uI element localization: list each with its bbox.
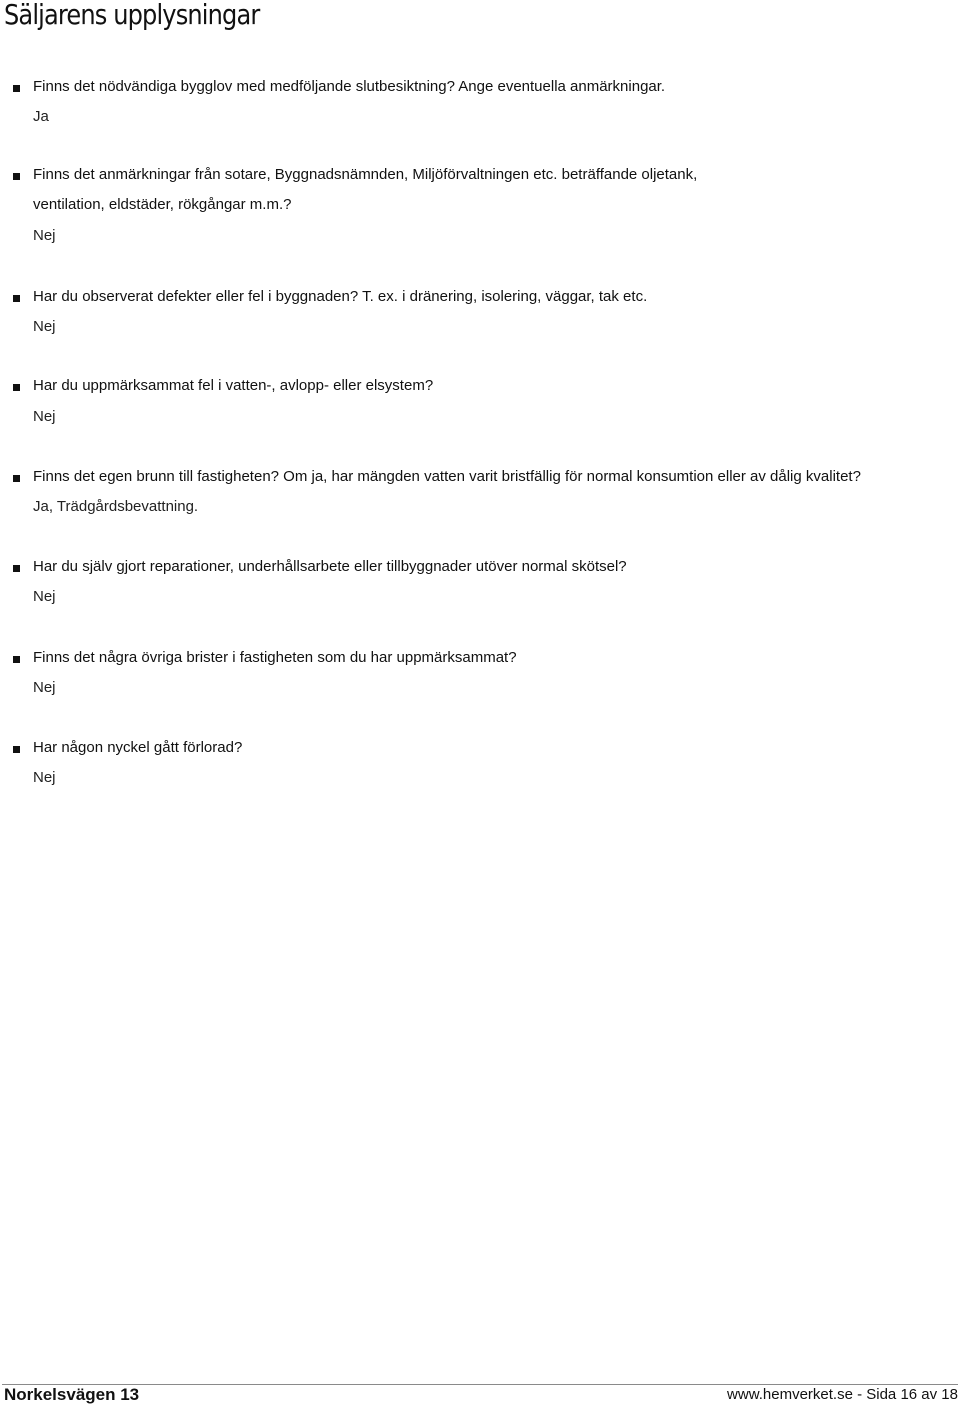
square-bullet-icon: [13, 656, 20, 663]
answer-text: Ja: [33, 108, 49, 125]
square-bullet-icon: [13, 475, 20, 482]
answer-text: Ja, Trädgårdsbevattning.: [33, 498, 199, 515]
answer-text: Nej: [33, 408, 56, 425]
question-text: Finns det några övriga brister i fastigheten som du har uppmärksammat?: [33, 649, 517, 666]
answer-text: Nej: [33, 769, 56, 786]
question-text: Har du själv gjort reparationer, underhållsarbete eller tillbyggnader utöver normal skötsel?: [33, 558, 627, 575]
question-text: Har någon nyckel gått förlorad?: [33, 739, 243, 756]
page-title: Säljarens upplysningar: [4, 0, 260, 31]
question-text: Har du uppmärksammat fel i vatten-, avlopp- eller elsystem?: [33, 377, 434, 394]
question-text: Finns det egen brunn till fastigheten? Om ja, har mängden vatten varit bristfällig för normal konsumtion eller av dålig kvalitet?: [33, 468, 861, 485]
answer-text: Nej: [33, 588, 56, 605]
question-text: Har du observerat defekter eller fel i byggnaden? T. ex. i dränering, isolering, väggar, tak etc.: [33, 288, 648, 305]
footer-address: Norkelsvägen 13: [4, 1385, 140, 1404]
footer-page-info: www.hemverket.se - Sida 16 av 18: [727, 1386, 958, 1403]
answer-text: Nej: [33, 679, 56, 696]
square-bullet-icon: [13, 173, 20, 180]
answer-text: Nej: [33, 227, 56, 244]
question-text: Finns det anmärkningar från sotare, Byggnadsnämnden, Miljöförvaltningen etc. beträffande oljetank, ventilation, eldstäder, rökgångar m.m.?: [33, 166, 698, 213]
square-bullet-icon: [13, 746, 20, 753]
square-bullet-icon: [13, 295, 20, 302]
square-bullet-icon: [13, 85, 20, 92]
square-bullet-icon: [13, 384, 20, 391]
answer-text: Nej: [33, 318, 56, 335]
square-bullet-icon: [13, 565, 20, 572]
question-text: Finns det nödvändiga bygglov med medföljande slutbesiktning? Ange eventuella anmärkningar.: [33, 78, 666, 95]
